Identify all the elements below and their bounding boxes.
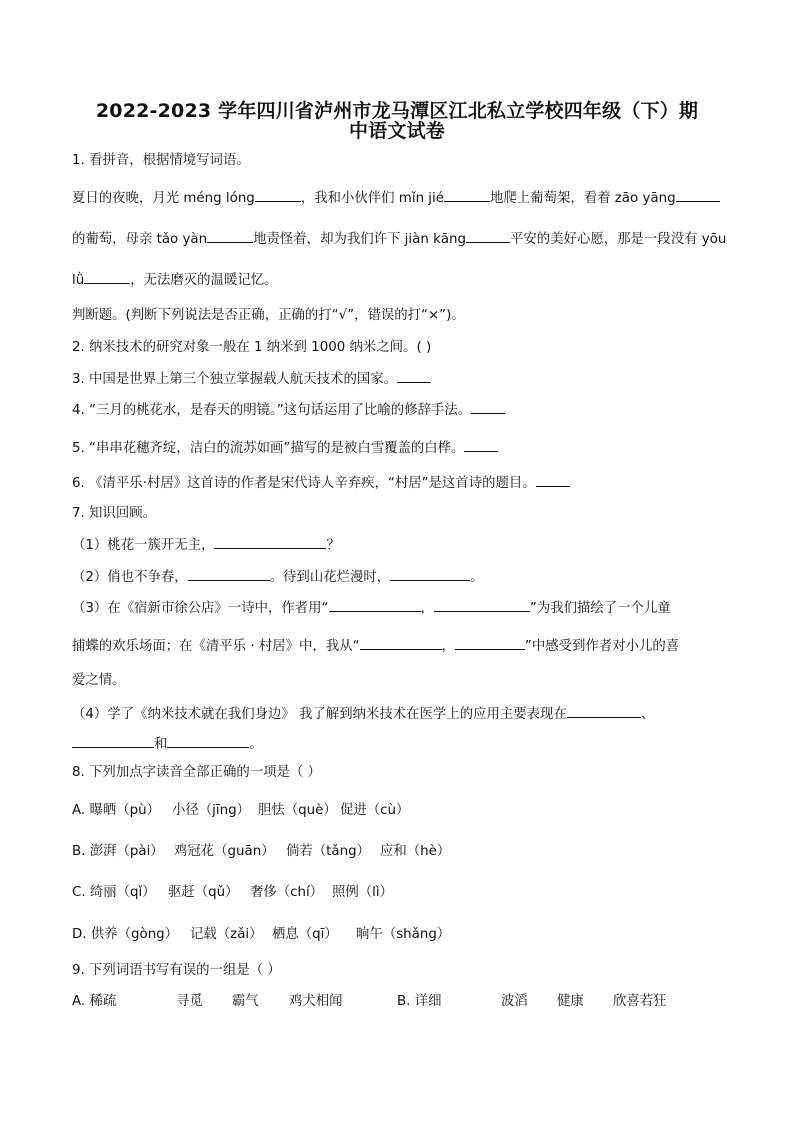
q7-1-text: （1）桃花一簇开无主， (72, 538, 215, 553)
q8-c-item-3: 奢侈（chí） (250, 885, 324, 900)
q1-blank-6[interactable] (84, 271, 130, 284)
q1-text-2a: 的葡萄，母亲 tǎo yàn (72, 232, 208, 247)
q9-a-item-1[interactable]: A. 稀疏 (72, 994, 117, 1009)
q7-3-blank-2[interactable] (434, 599, 530, 612)
q8-option-c[interactable] (72, 884, 393, 902)
q7-2-text-b: 。待到山花烂漫时， (269, 570, 391, 585)
q8-option-d[interactable] (72, 926, 450, 944)
q4-text: 4. “三月的桃花水，是春天的明镜。”这句话运用了比喻的修辞手法。 (72, 403, 472, 418)
q5-answer-blank[interactable] (464, 439, 498, 452)
q1-text-1b: ，我和小伙伴们 mǐn jié (300, 191, 444, 206)
q7-sub-4-line-2 (72, 735, 263, 754)
q7-2-text-a: （2）俏也不争春， (72, 570, 188, 585)
q7-4-text-c: 和 (154, 737, 168, 752)
q9-b-item-2: 波滔 (501, 994, 528, 1009)
q8-b-item-3: 倘若（tǎng） (286, 844, 371, 859)
q7-sub-3-line-3: 爱之情。 (72, 673, 126, 688)
q8-b-item-4: 应和（hè） (380, 844, 451, 859)
q1-blank-3[interactable] (676, 189, 720, 202)
q1-blank-1[interactable] (255, 189, 301, 202)
q8-a-item-3: 胆怯（què） (258, 803, 337, 818)
q7-stem: 7. 知识回顾。 (72, 506, 156, 521)
q1-blank-4[interactable] (207, 230, 253, 243)
q9-a-item-4: 鸡犬相闻 (289, 994, 343, 1009)
q8-a-item-1: A. 曝晒（pù） (72, 803, 160, 818)
q7-3-text-d: 捕蝶的欢乐场面；在《清平乐 · 村居》中，我从“ (72, 639, 360, 654)
q3-line (72, 370, 431, 389)
q4-line (72, 401, 505, 420)
q2-text: 2. 纳米技术的研究对象一般在 1 纳米到 1000 纳米之间。( ) (72, 340, 432, 355)
q6-line (72, 474, 570, 493)
q1-line-3 (72, 271, 278, 290)
judge-intro: 判断题。(判断下列说法是否正确，正确的打“√”，错误的打“×”)。 (72, 308, 465, 323)
q7-1-blank[interactable] (214, 536, 326, 549)
q8-a-item-4: 促进（cù） (340, 803, 410, 818)
q7-3-text-e: ， (441, 639, 455, 654)
q7-3-blank-1[interactable] (329, 599, 421, 612)
q8-d-item-3: 栖息（qī） (272, 927, 338, 942)
q9-b-item-4: 欣喜若狂 (613, 994, 667, 1009)
q8-option-a[interactable] (72, 802, 409, 820)
q7-2-blank-2[interactable] (390, 568, 470, 581)
q1-text-1c: 地爬上葡萄架，看着 zāo yāng (490, 191, 676, 206)
q7-4-text-a: （4）学了《纳米技术就在我们身边》 我了解到纳米技术在医学上的应用主要表现在 (72, 707, 567, 722)
q8-c-item-2: 驱赶（qǔ） (168, 885, 239, 900)
q7-sub-3-line-1 (72, 599, 671, 618)
q7-2-blank-1[interactable] (188, 568, 270, 581)
q1-text-3b: ，无法磨灭的温暖记忆。 (130, 273, 278, 288)
q9-b-item-3: 健康 (557, 994, 584, 1009)
q8-d-item-1: D. 供养（gòng） (72, 927, 179, 942)
q1-text-1a: 夏日的夜晚，月光 méng lóng (72, 191, 255, 206)
exam-title-line-1: 2022-2023 学年四川省泸州市龙马潭区江北私立学校四年级（下）期 (95, 100, 699, 122)
q7-sub-1 (72, 536, 340, 555)
q4-answer-blank[interactable] (471, 401, 505, 414)
q1-text-2b: 地责怪着，却为我们许下 jiàn kāng (253, 232, 467, 247)
q8-b-item-2: 鸡冠花（guān） (174, 844, 275, 859)
q7-4-blank-1[interactable] (567, 705, 641, 718)
q9-a-item-2: 寻觅 (176, 994, 203, 1009)
q1-line-2 (72, 230, 726, 249)
q7-sub-4-line-1 (72, 705, 654, 724)
q7-4-blank-3[interactable] (167, 735, 249, 748)
q1-blank-2[interactable] (444, 189, 490, 202)
exam-title-line-2: 中语文试卷 (348, 120, 445, 142)
q9-a-item-3: 霸气 (232, 994, 259, 1009)
q7-3-text-f: ”中感受到作者对小儿的喜 (524, 639, 680, 654)
q3-text: 3. 中国是世界上第三个独立掌握载人航天技术的国家。 (72, 372, 398, 387)
q7-3-blank-4[interactable] (455, 637, 525, 650)
q9-stem: 9. 下列词语书写有误的一组是（ ） (72, 963, 281, 978)
q1-text-3a: lǜ (72, 273, 85, 288)
q7-sub-3-line-2 (72, 637, 679, 656)
q8-d-item-4: 晌午（shǎng） (356, 927, 451, 942)
q7-sub-2 (72, 568, 484, 587)
q5-line (72, 439, 498, 458)
q7-4-blank-2[interactable] (72, 735, 154, 748)
q8-d-item-2: 记载（zǎi） (190, 927, 263, 942)
q9-options-row (72, 993, 667, 1011)
q8-a-item-2: 小径（jīng） (172, 803, 250, 818)
q8-b-item-1: B. 澎湃（pài） (72, 844, 164, 859)
q8-stem: 8. 下列加点字读音全部正确的一项是（ ） (72, 765, 321, 780)
q8-c-item-1: C. 绮丽（qǐ） (72, 885, 156, 900)
q7-4-text-d: 。 (249, 737, 263, 752)
q1-text-2c: 平安的美好心愿，那是一段没有 yōu (510, 232, 727, 247)
q3-answer-blank[interactable] (397, 370, 431, 383)
q7-4-text-b: 、 (640, 707, 655, 722)
q7-3-text-a: （3）在《宿新市徐公店》一诗中，作者用“ (72, 601, 329, 616)
q1-line-1 (72, 189, 720, 208)
q6-text: 6. 《清平乐·村居》这首诗的作者是宋代诗人辛弃疾，“村居”是这首诗的题目。 (72, 476, 536, 491)
q8-option-b[interactable] (72, 843, 450, 861)
q7-1-end: ？ (326, 538, 340, 553)
q7-3-text-b: ， (420, 601, 434, 616)
q1-blank-5[interactable] (466, 230, 510, 243)
q8-c-item-4: 照例（lì） (332, 885, 394, 900)
q7-2-text-c: 。 (470, 570, 484, 585)
q1-stem: 1. 看拼音，根据情境写词语。 (72, 153, 250, 168)
q7-3-text-c: ”为我们描绘了一个儿童 (529, 601, 671, 616)
q5-text: 5. “串串花穗齐绽，洁白的流苏如画”描写的是被白雪覆盖的白桦。 (72, 441, 465, 456)
q9-b-item-1[interactable]: B. 详细 (397, 994, 442, 1009)
q7-3-blank-3[interactable] (360, 637, 442, 650)
q6-answer-blank[interactable] (536, 474, 570, 487)
